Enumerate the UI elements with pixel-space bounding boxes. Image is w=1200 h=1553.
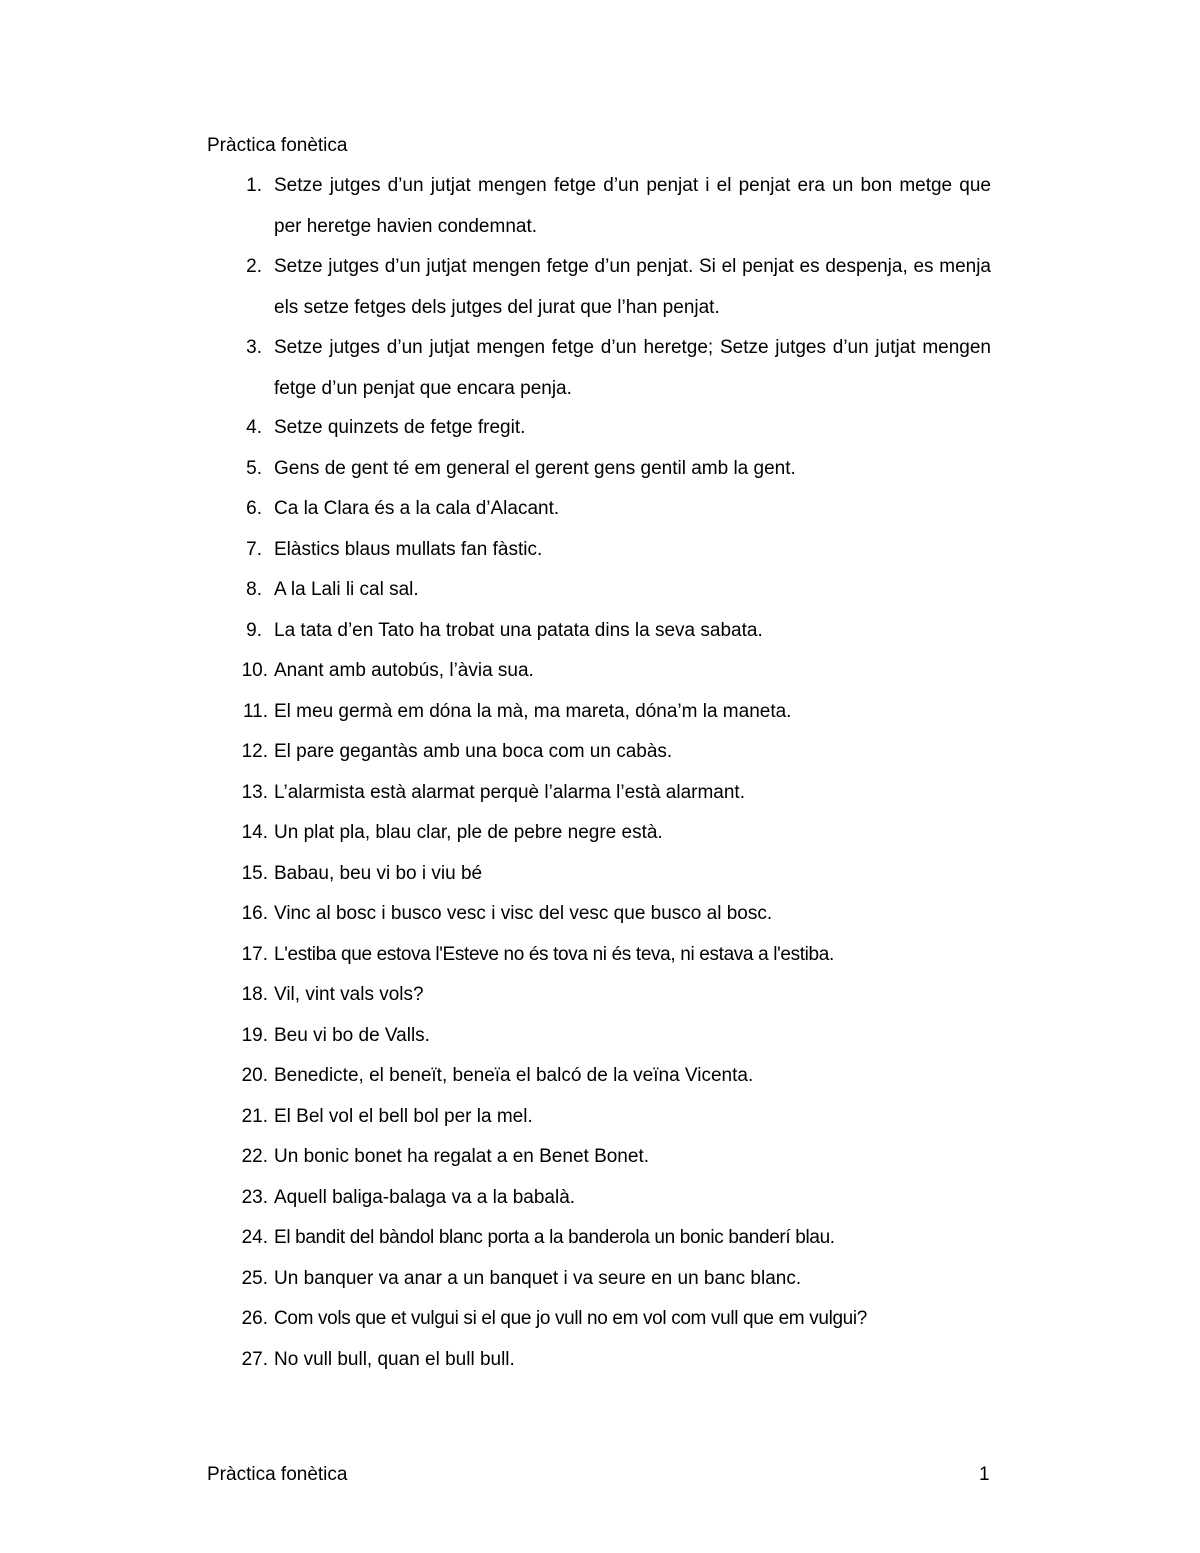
list-item-number: 27. <box>241 1349 268 1370</box>
list-item-number: 20. <box>241 1065 268 1086</box>
page-number: 1 <box>979 1464 990 1485</box>
list-item-text: Setze jutges d’un jutjat mengen fetge d’un penjat. Si el penjat es despenja, es menja els setze fetges dels jutges del jurat que l’han penjat. <box>274 256 991 318</box>
list-item-number: 11. <box>242 701 268 722</box>
list-item-text: Setze jutges d’un jutjat mengen fetge d’un heretge; Setze jutges d’un jutjat mengen fetge d’un penjat que encara penja. <box>274 337 991 399</box>
list-item-text: El pare gegantàs amb una boca com un cabàs. <box>274 741 673 762</box>
list-item-text: Benedicte, el beneït, beneïa el balcó de la veïna Vicenta. <box>274 1065 754 1086</box>
list-item-number: 8. <box>246 579 262 600</box>
list-item-text: Elàstics blaus mullats fan fàstic. <box>274 539 543 560</box>
list-item-number: 15. <box>241 863 268 884</box>
list-item-text: El bandit del bàndol blanc porta a la banderola un bonic banderí blau. <box>274 1227 835 1248</box>
list-item-number: 19. <box>241 1025 268 1046</box>
list-item-text: La tata d’en Tato ha trobat una patata dins la seva sabata. <box>274 620 763 641</box>
list-item-text: Un plat pla, blau clar, ple de pebre negre està. <box>274 822 663 843</box>
list-item-number: 4. <box>246 417 262 438</box>
list-item-number: 9. <box>246 620 262 641</box>
list-item-text: Babau, beu vi bo i viu bé <box>274 863 483 884</box>
list-item-text: Beu vi bo de Valls. <box>274 1025 430 1046</box>
list-item-number: 16. <box>241 903 268 924</box>
list-item-number: 22. <box>241 1146 268 1167</box>
list-item-number: 24. <box>241 1227 268 1248</box>
footer-title: Pràctica fonètica <box>207 1464 348 1485</box>
list-item-number: 10. <box>241 660 268 681</box>
list-item-text: L’alarmista està alarmat perquè l’alarma l’està alarmant. <box>274 782 745 803</box>
list-item-number: 18. <box>241 984 268 1005</box>
list-item-text: L'estiba que estova l'Esteve no és tova ni és teva, ni estava a l'estiba. <box>274 944 834 965</box>
list-item-text: No vull bull, quan el bull bull. <box>274 1349 515 1370</box>
list-item-number: 3. <box>246 337 262 358</box>
list-item-number: 14. <box>241 822 268 843</box>
list-item-text: Ca la Clara és a la cala d’Alacant. <box>274 498 560 519</box>
list-item-text: Vil, vint vals vols? <box>274 984 424 1005</box>
list-item-number: 2. <box>246 256 262 277</box>
list-item-text: El meu germà em dóna la mà, ma mareta, dóna’m la maneta. <box>274 701 792 722</box>
list-item-number: 25. <box>241 1268 268 1289</box>
list-item-number: 12. <box>241 741 268 762</box>
list-item-text: Un bonic bonet ha regalat a en Benet Bonet. <box>274 1146 649 1167</box>
list-item-number: 5. <box>246 458 262 479</box>
list-item-text: Aquell baliga-balaga va a la babalà. <box>274 1187 576 1208</box>
list-item-text: Un banquer va anar a un banquet i va seure en un banc blanc. <box>274 1268 802 1289</box>
list-item-text: El Bel vol el bell bol per la mel. <box>274 1106 533 1127</box>
list-item-number: 23. <box>241 1187 268 1208</box>
list-item-number: 21. <box>241 1106 268 1127</box>
list-item-text: Setze jutges d’un jutjat mengen fetge d’un penjat i el penjat era un bon metge que per heretge havien condemnat. <box>274 175 991 237</box>
list-item-text: A la Lali li cal sal. <box>274 579 419 600</box>
list-item-number: 7. <box>246 539 262 560</box>
list-item-number: 26. <box>241 1308 268 1329</box>
list-item-text: Gens de gent té em general el gerent gens gentil amb la gent. <box>274 458 796 479</box>
list-item-number: 6. <box>246 498 262 519</box>
list-item-text: Com vols que et vulgui si el que jo vull no em vol com vull que em vulgui? <box>274 1308 867 1329</box>
list-item-text: Setze quinzets de fetge fregit. <box>274 417 526 438</box>
list-item-number: 1. <box>246 175 262 196</box>
list-item-text: Vinc al bosc i busco vesc i visc del vesc que busco al bosc. <box>274 903 773 924</box>
page-title: Pràctica fonètica <box>207 135 348 156</box>
list-item-number: 17. <box>241 944 268 965</box>
list-item-text: Anant amb autobús, l’àvia sua. <box>274 660 534 681</box>
list-item-number: 13. <box>241 782 268 803</box>
